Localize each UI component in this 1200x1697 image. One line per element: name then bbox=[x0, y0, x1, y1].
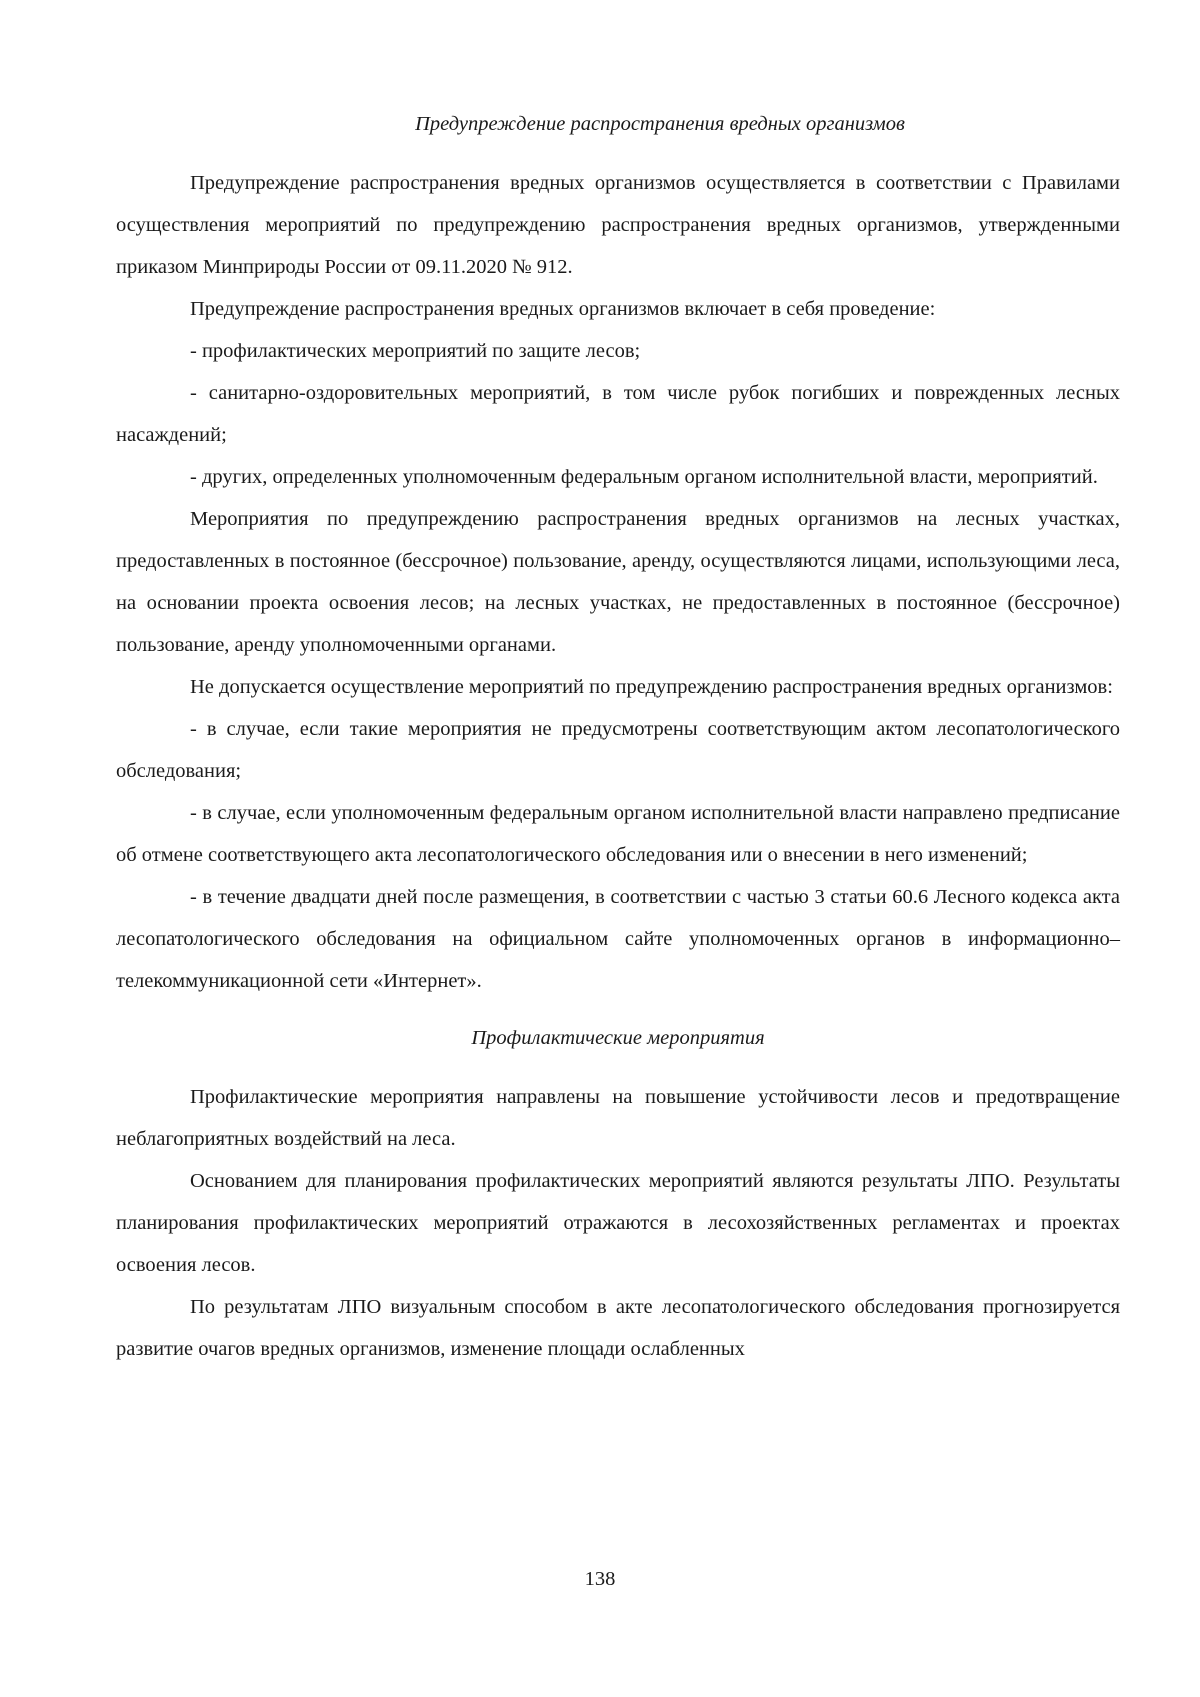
list-item: - в течение двадцати дней после размещения, в соответствии с частью 3 статьи 60.6 Лесного кодекса акта лесопатологического обследования на официальном сайте уполномоченных органов в информационно–телекоммуникационной сети «Интернет». bbox=[116, 886, 1120, 992]
paragraph: Основанием для планирования профилактических мероприятий являются результаты ЛПО. Результаты планирования профилактических мероприятий отражаются в лесохозяйственных регламентах и проектах освоения лесов. bbox=[116, 1170, 1120, 1276]
paragraph: По результатам ЛПО визуальным способом в акте лесопатологического обследования прогнозируется развитие очагов вредных организмов, изменение площади ослабленных bbox=[116, 1296, 1120, 1360]
list-item: - в случае, если уполномоченным федеральным органом исполнительной власти направлено предписание об отмене соответствующего акта лесопатологического обследования или о внесении в него изменений; bbox=[116, 802, 1120, 866]
list-item: - профилактических мероприятий по защите лесов; bbox=[190, 340, 641, 362]
list-item: - других, определенных уполномоченным федеральным органом исполнительной власти, мероприятий. bbox=[190, 466, 1098, 488]
section-heading-preventive-measures: Профилактические мероприятия bbox=[471, 1027, 765, 1049]
paragraph: Мероприятия по предупреждению распространения вредных организмов на лесных участках, предоставленных в постоянное (бессрочное) пользование, аренду, осуществляются лицами, использующими леса, на основании проекта освоения лесов; на лесных участках, не предоставленных в постоянное (бессрочное) пользование, аренду уполномоченными органами. bbox=[116, 508, 1120, 656]
paragraph: Не допускается осуществление мероприятий по предупреждению распространения вредных организмов: bbox=[190, 676, 1113, 698]
page-number: 138 bbox=[584, 1568, 616, 1590]
document-page bbox=[116, 110, 1120, 1370]
list-item: - в случае, если такие мероприятия не предусмотрены соответствующим актом лесопатологического обследования; bbox=[116, 718, 1120, 782]
paragraph: Профилактические мероприятия направлены на повышение устойчивости лесов и предотвращение неблагоприятных воздействий на леса. bbox=[116, 1086, 1120, 1150]
paragraph: Предупреждение распространения вредных организмов осуществляется в соответствии с Правилами осуществления мероприятий по предупреждению распространения вредных организмов, утвержденными приказом Минприроды России от 09.11.2020 № 912. bbox=[116, 172, 1120, 278]
paragraph: Предупреждение распространения вредных организмов включает в себя проведение: bbox=[190, 298, 936, 320]
list-item: - санитарно-оздоровительных мероприятий, в том числе рубок погибших и поврежденных лесных насаждений; bbox=[116, 382, 1120, 446]
section-heading-pest-prevention: Предупреждение распространения вредных организмов bbox=[415, 113, 905, 135]
